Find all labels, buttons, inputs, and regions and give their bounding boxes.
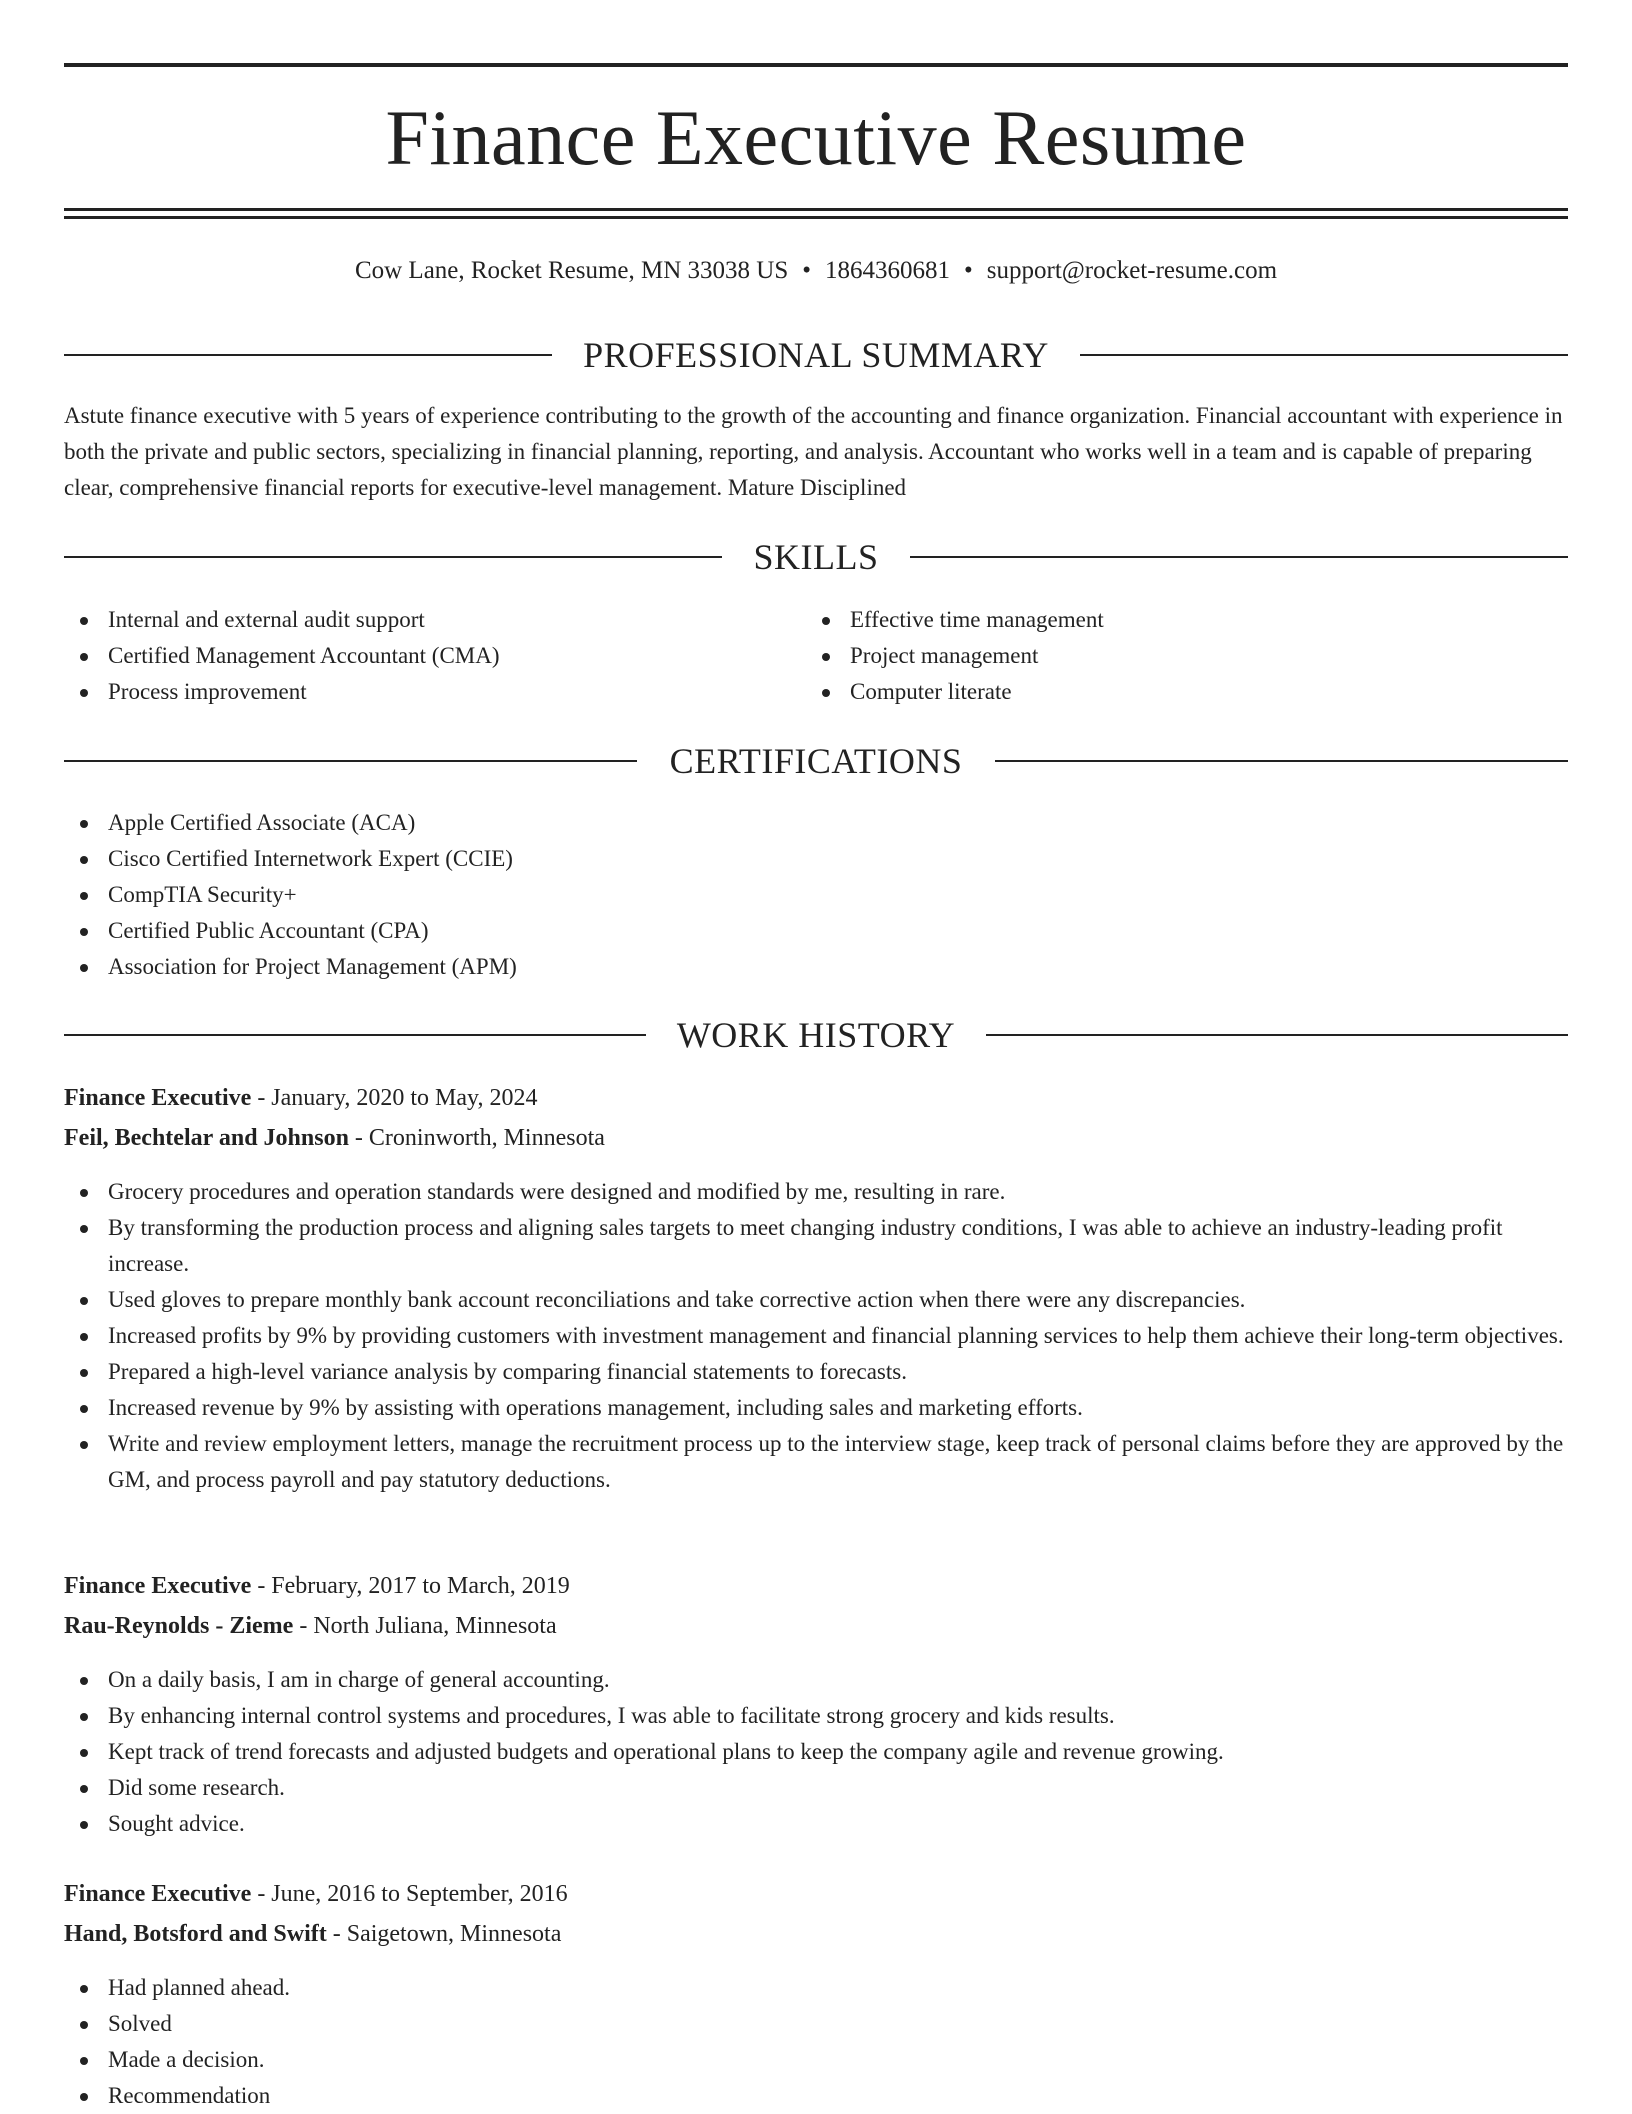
bullet-dot xyxy=(80,964,88,972)
bullet-dot xyxy=(80,1405,88,1413)
contact-phone: 1864360681 xyxy=(825,257,950,284)
skill-item: Process improvement xyxy=(64,674,804,710)
bullet-dot xyxy=(80,2021,88,2029)
bullet-dot xyxy=(80,1785,88,1793)
bullet-dot xyxy=(80,892,88,900)
header-bottom-rule xyxy=(64,208,1568,211)
job-company-line xyxy=(64,1610,557,1642)
section-heading-work-history xyxy=(64,1013,1568,1057)
bullet-dot xyxy=(80,1369,88,1377)
job-title: Finance Executive xyxy=(64,1573,252,1599)
job-bullet: Had planned ahead. xyxy=(64,1970,1568,2006)
job-title-line xyxy=(64,1082,537,1114)
resume-title: Finance Executive Resume xyxy=(385,94,1247,181)
bullet-dot xyxy=(80,653,88,661)
header-top-rule xyxy=(64,63,1568,67)
job-bullet: Used gloves to prepare monthly bank account reconciliations and take corrective action when there were any discrepancies. xyxy=(64,1282,1568,1318)
bullet-dot xyxy=(822,617,830,625)
job-bullet: On a daily basis, I am in charge of general accounting. xyxy=(64,1662,1568,1698)
job-bullet: Did some research. xyxy=(64,1770,1568,1806)
certification-item: Association for Project Management (APM) xyxy=(64,949,1568,985)
skills-list-left xyxy=(64,602,804,710)
bullet-dot xyxy=(80,1333,88,1341)
job-bullet: Kept track of trend forecasts and adjusted budgets and operational plans to keep the company agile and revenue growing. xyxy=(64,1734,1568,1770)
job-bullets xyxy=(64,1970,1568,2114)
job-title-line xyxy=(64,1878,568,1910)
bullet-dot xyxy=(80,1189,88,1197)
job-bullet: Prepared a high-level variance analysis by comparing financial statements to forecasts. xyxy=(64,1354,1568,1390)
job-company: Rau-Reynolds - Zieme xyxy=(64,1613,294,1639)
certification-item: Cisco Certified Internetwork Expert (CCIE) xyxy=(64,841,1568,877)
bullet-dot xyxy=(80,1985,88,1993)
job-bullet: Recommendation xyxy=(64,2078,1568,2114)
contact-separator: • xyxy=(802,257,811,284)
job-bullet: Increased profits by 9% by providing customers with investment management and financial planning services to help them achieve their long-term objectives. xyxy=(64,1318,1568,1354)
section-title-work-history: WORK HISTORY xyxy=(647,1015,985,1055)
bullet-dot xyxy=(80,2057,88,2065)
job-location: - North Juliana, Minnesota xyxy=(293,1613,557,1639)
job-title-line xyxy=(64,1570,570,1602)
bullet-dot xyxy=(80,2093,88,2101)
contact-separator: • xyxy=(964,257,973,284)
summary-text: Astute finance executive with 5 years of experience contributing to the growth of the accounting and finance organization. Financial accountant with experience in both the private and public sectors, specializing in financial planning, reporting, and analysis. Accountant who works well in a team and is capable of preparing clear, comprehensive financial reports for executive-level management. Mature Disciplined xyxy=(64,403,1563,500)
job-bullets xyxy=(64,1662,1568,1842)
job-title: Finance Executive xyxy=(64,1881,252,1907)
skill-item: Certified Management Accountant (CMA) xyxy=(64,638,804,674)
bullet-dot xyxy=(80,856,88,864)
job-bullet: Grocery procedures and operation standards were designed and modified by me, resulting in rare. xyxy=(64,1174,1568,1210)
section-title-skills: SKILLS xyxy=(723,537,908,577)
skill-item: Project management xyxy=(806,638,1546,674)
certification-item: Apple Certified Associate (ACA) xyxy=(64,805,1568,841)
certification-item: CompTIA Security+ xyxy=(64,877,1568,913)
skill-item: Computer literate xyxy=(806,674,1546,710)
skill-item: Internal and external audit support xyxy=(64,602,804,638)
job-bullet: By transforming the production process and aligning sales targets to meet changing industry conditions, I was able to achieve an industry-leading profit increase. xyxy=(64,1210,1568,1282)
contact-line xyxy=(64,255,1568,287)
job-bullet: Solved xyxy=(64,2006,1568,2042)
header-bottom-rule-second xyxy=(64,216,1568,219)
bullet-dot xyxy=(822,689,830,697)
job-company-line xyxy=(64,1122,605,1154)
skills-list-right xyxy=(806,602,1546,710)
bullet-dot xyxy=(80,1749,88,1757)
job-dates: - February, 2017 to March, 2019 xyxy=(251,1573,570,1599)
job-location: - Croninworth, Minnesota xyxy=(348,1125,605,1151)
section-title-certifications: CERTIFICATIONS xyxy=(640,741,993,781)
bullet-dot xyxy=(80,1441,88,1449)
bullet-dot xyxy=(80,1677,88,1685)
job-bullet: Made a decision. xyxy=(64,2042,1568,2078)
section-heading-certifications xyxy=(64,739,1568,783)
bullet-dot xyxy=(80,928,88,936)
certification-item: Certified Public Accountant (CPA) xyxy=(64,913,1568,949)
bullet-dot xyxy=(80,1225,88,1233)
bullet-dot xyxy=(80,820,88,828)
contact-email: support@rocket-resume.com xyxy=(986,257,1278,284)
job-title: Finance Executive xyxy=(64,1085,252,1111)
job-dates: - January, 2020 to May, 2024 xyxy=(251,1085,538,1111)
bullet-dot xyxy=(80,1297,88,1305)
job-bullet: Increased revenue by 9% by assisting with operations management, including sales and marketing efforts. xyxy=(64,1390,1568,1426)
bullet-dot xyxy=(80,689,88,697)
job-bullet: Sought advice. xyxy=(64,1806,1568,1842)
bullet-dot xyxy=(80,617,88,625)
job-bullet: By enhancing internal control systems and procedures, I was able to facilitate strong grocery and kids results. xyxy=(64,1698,1568,1734)
job-company: Feil, Bechtelar and Johnson xyxy=(64,1125,349,1151)
job-bullet: Write and review employment letters, manage the recruitment process up to the interview stage, keep track of personal claims before they are approved by the GM, and process payroll and pay statutory deductions. xyxy=(64,1426,1568,1498)
job-bullets xyxy=(64,1174,1568,1498)
skill-item: Effective time management xyxy=(806,602,1546,638)
job-company: Hand, Botsford and Swift xyxy=(64,1921,327,1947)
section-heading-skills xyxy=(64,535,1568,579)
bullet-dot xyxy=(822,653,830,661)
job-company-line xyxy=(64,1918,561,1950)
section-title-summary: PROFESSIONAL SUMMARY xyxy=(553,335,1079,375)
certifications-list xyxy=(64,805,1568,985)
job-location: - Saigetown, Minnesota xyxy=(326,1921,562,1947)
contact-address: Cow Lane, Rocket Resume, MN 33038 US xyxy=(354,257,789,284)
bullet-dot xyxy=(80,1713,88,1721)
bullet-dot xyxy=(80,1821,88,1829)
section-heading-summary xyxy=(64,333,1568,377)
job-dates: - June, 2016 to September, 2016 xyxy=(251,1881,568,1907)
